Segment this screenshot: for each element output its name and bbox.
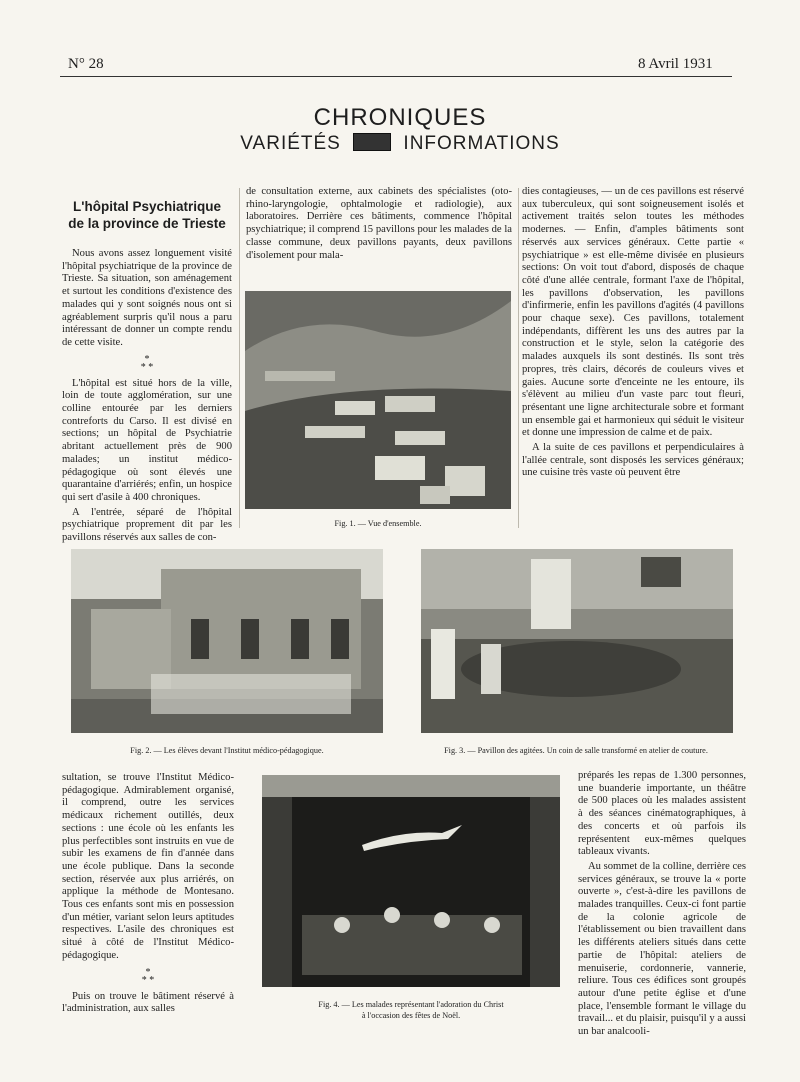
paragraph: sultation, se trouve l'Institut Médico-pédagogique. Admirablement organisé, il comprend, outre les services médicaux richement outillés, deux sections : une école où les enfants les plus perfectibles sont instruits en vue de subir les examens de fin d'année dans une école publique. Dans la seconde section, réservée aux plus arriérés, on applique la méthode de Montesano. Tous ces enfants sont mis en possession d'un métier, variant selon leurs aptitudes respectives. L'asile des chroniques est situé à côté de l'Institut Médico-pédagogique. [62,772,234,961]
article-title-line2: de la province de Trieste [68,216,226,231]
masthead-varietes: VARIÉTÉS [240,133,341,154]
paragraph: L'hôpital est situé hors de la ville, loin de toute agglomération, sur une colline entourée par les derniers contreforts du Carso. Il est divisé en sections; un hôpital de Psychiatrie abritant actuellement près de 900 malades; un institut médico-pédagogique où sont élevés une quarantaine d'arriérés; enfin, un hospice qui sert d'asile à 400 chroniques. [62,377,232,503]
paragraph: de consultation externe, aux cabinets des spécialistes (oto-rhino-laryngologie, ophtalmologie et radiologie), aux laboratoires. Derrière ces bâtiments, commence l'hôpital psychiatrique; il comprend 15 pavillons pour les malades de la classe commune, deux pavillons payants, deux pavillons d'isolement pour mala- [246,186,512,261]
article-title [62,198,232,232]
header-rule [60,76,732,77]
masthead-title: CHRONIQUES [313,104,487,131]
figure-3-photo [421,549,733,733]
column-1-bottom [62,772,234,1018]
paragraph: dies contagieuses, — un de ces pavillons est réservé aux tuberculeux, qui sont soigneusement isolés et activement traités selon toutes les méthodes modernes. — Enfin, d'amples bâtiments sont réservés aux services généraux. Cette partie « psychiatrique » est elle-même divisée en plusieurs sections: On voit tout d'abord, disposés de chaque côté d'une allée centrale, formant l'axe de l'hôpital, les pavillons d'observation, les pavillons d'infirmerie, enfin les pavillons d'agités (4 pavillons pour chaque sexe). Ces pavillons, totalement indépendants, diffèrent les uns des autres par la construction et le style, selon la catégorie des malades auxquels ils sont destinés. Ils sont très propres, très clairs, décorés de couleurs vives et gaies. Aucune sorte d'enceinte ne les entoure, ils s'élèvent au milieu d'un vaste parc tout fleuri, présentant une ligne architecturale sobre et formant un ensemble gai et harmonieux qui séduit le visiteur et donne une impression de calme et de paix. [522,186,744,439]
paragraph: préparés les repas de 1.300 personnes, une buanderie importante, un théâtre de 500 places où les malades assistent à des séances cinématographiques, à des concerts et où parfois ils représentent eux-mêmes quelques tableaux vivants. [578,770,746,858]
figure-3-caption: Fig. 3. — Pavillon des agitées. Un coin de salle transformé en atelier de couture. [444,746,708,755]
figure-2-caption: Fig. 2. — Les élèves devant l'Institut médico-pédagogique. [130,746,324,755]
paragraph: A l'entrée, séparé de l'hôpital psychiatrique proprement dit par les pavillons réservés aux salles de con- [62,506,232,544]
institute-illustration [71,549,383,733]
landscape-illustration [245,291,511,509]
masthead-subtitle [0,133,800,155]
figure-1-photo [245,291,511,509]
column-rule [239,188,240,528]
masthead-ornament [353,133,391,151]
column-1-top [62,248,232,547]
figure-1-caption: Fig. 1. — Vue d'ensemble. [334,519,422,528]
issue-date: 8 Avril 1931 [638,56,713,72]
article-title-line1: L'hôpital Psychiatrique [73,199,221,214]
paragraph: Puis on trouve le bâtiment réservé à l'administration, aux salles [62,990,234,1015]
issue-number: N° 28 [68,56,104,72]
figure-4-caption-line1: Fig. 4. — Les malades représentant l'adoration du Christ [318,1000,504,1009]
paragraph: Nous avons assez longuement visité l'hôpital psychiatrique de la province de Trieste. Sa situation, son aménagement et surtout les conditions d'existence des malades qui y sont soignés nous ont si agréablement surpris qu'il nous a paru intéressant de donner un compte rendu de cette visite. [62,248,232,348]
paragraph: A la suite de ces pavillons et perpendiculaires à l'allée centrale, sont disposés les services généraux; une cuisine très vaste où peuvent être [522,442,744,479]
figure-2-photo [71,549,383,733]
figure-4-caption [262,999,560,1021]
column-2-top [246,186,512,264]
column-rule [518,188,519,528]
figure-4-caption-line2: à l'occasion des fêtes de Noël. [361,1011,461,1020]
section-stars: * * * [140,353,154,373]
theatre-illustration [262,775,560,987]
section-stars: * * * [141,966,155,986]
paragraph: Au sommet de la colline, derrière ces services généraux, se trouve la « porte ouverte », c'est-à-dire les pavillons de malades tranquilles. Ceux-ci font partie de la colonie agricole de l'établissement ou bien travaillent dans les différents ateliers situés dans cette partie de l'hôpital: ateliers de menuiserie, cordonnerie, vannerie, reliure. Tous ces édifices sont groupés autour d'une petite église et d'une place, l'ensemble formant le village du travail... et du plaisir, puisqu'il y a aussi un bar analcooli- [578,860,746,1038]
figure-4-photo [262,775,560,987]
column-3-top [522,186,744,482]
masthead-informations: INFORMATIONS [403,133,560,154]
sewing-room-illustration [421,549,733,733]
column-3-bottom [578,770,746,1041]
